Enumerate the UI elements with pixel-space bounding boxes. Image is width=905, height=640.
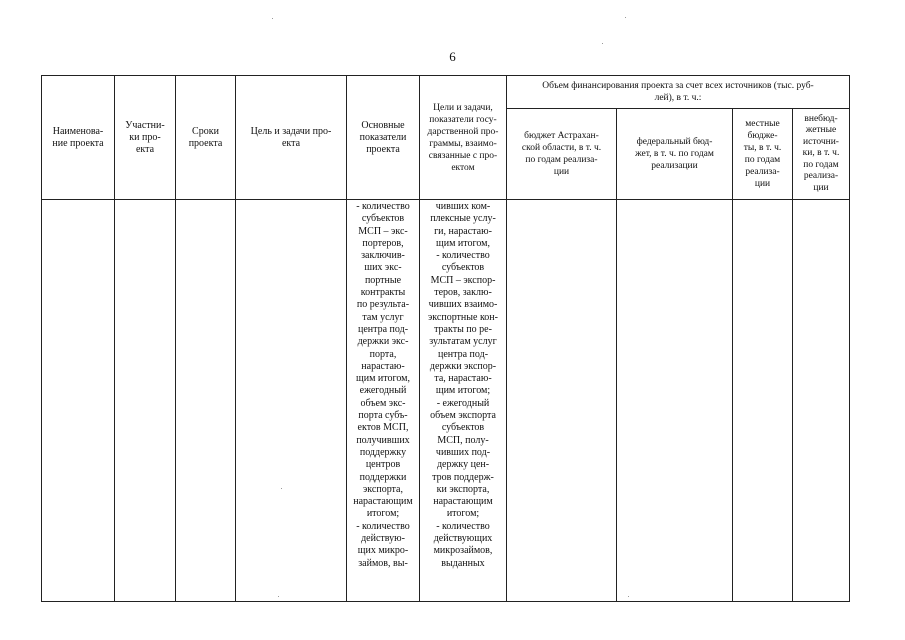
header-terms-text: Сроки проекта <box>188 125 223 149</box>
header-terms <box>176 76 235 199</box>
project-table <box>41 75 850 602</box>
scan-speck <box>602 43 603 44</box>
header-indicators-text: Основные показатели проекта <box>359 119 407 155</box>
header-regional-budget <box>507 109 616 199</box>
header-local-budgets-text: местные бюдже- ты, в т. ч. по годам реализа- ции <box>743 119 782 189</box>
header-participants <box>115 76 175 199</box>
header-project-name <box>42 76 114 199</box>
header-goal-text: Цель и задачи про- екта <box>250 125 332 149</box>
header-regional-budget-text: бюджет Астрахан- ской области, в т. ч. по годам реализа- ции <box>521 131 602 177</box>
header-program-goals <box>420 76 506 199</box>
header-financing-group <box>507 76 849 108</box>
scan-speck <box>278 596 279 597</box>
header-indicators <box>347 76 419 199</box>
row-program-text: чивших ком- плексные услу- ги, нарастаю- щим итогом, - количество субъектов МСП – экспор- теров, заклю- чивших взаимо- экспортные кон- тракты по ре- зультатам услуг центра под- держки экспор- та, нарастаю- щим итогом; - ежегодный объем экспорта субъектов МСП, полу- чивших под- держку цен- тров поддерж- ки экспорта, нарастающим итогом; - количество действующих микрозаймов, выданных <box>428 201 498 569</box>
scan-speck <box>628 596 629 597</box>
header-goal <box>236 76 346 199</box>
header-federal-budget <box>617 109 732 199</box>
table-bottom-border <box>41 601 850 602</box>
header-bottom-line <box>41 199 850 200</box>
header-financing-group-text: Объем финансирования проекта за счет всех источников (тыс. руб- лей), в т. ч.: <box>542 81 814 103</box>
scan-speck <box>625 17 626 18</box>
row-indicators-text: - количество субъектов МСП – экс- портеров, заключив- ших экс- портные контракты по результа- там услуг центра под- держки экс- порта, нарастаю- щим итогом, ежегодный объем экс- порта субъ- ектов МСП, получивших поддержку центров поддержки экспорта, нарастающим итогом; - количество действую- щих микро- займов, вы- <box>353 201 413 569</box>
header-local-budgets <box>733 109 792 199</box>
col-line-10 <box>849 75 850 602</box>
scan-speck <box>281 488 282 489</box>
page-number: 6 <box>449 49 456 64</box>
header-project-name-text: Наименова- ние проекта <box>52 125 104 149</box>
header-extra-budget-text: внебюд- жетные источни- ки, в т. ч. по годам реализа- ции <box>802 113 840 193</box>
header-participants-text: Участни- ки про- екта <box>125 119 165 155</box>
scan-speck <box>272 18 273 19</box>
header-program-goals-text: Цели и задачи, показатели госу- дарственной про- граммы, взаимо- связанные с про- ектом <box>427 102 499 173</box>
header-extra-budget <box>793 109 849 199</box>
header-federal-budget-text: федеральный бюд- жет, в т. ч. по годам реализации <box>635 137 714 171</box>
